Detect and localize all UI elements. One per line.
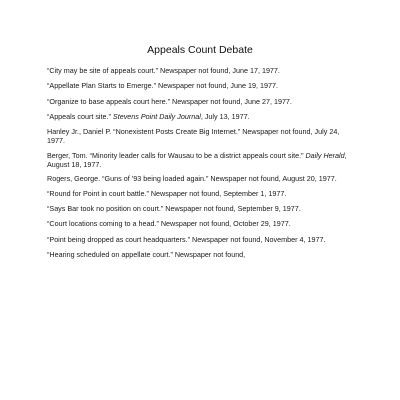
citation-entry <box>47 235 359 244</box>
citation-text: “City may be site of appeals court.” Newspaper not found, June 17, 1977. <box>47 66 280 75</box>
citation-entry <box>47 151 359 169</box>
citation-text: “Appeals court site.” <box>47 111 113 121</box>
citation-list <box>47 66 359 265</box>
citation-entry <box>47 81 359 90</box>
citation-entry <box>47 97 359 106</box>
citation-date: , August 18, 1977. <box>47 150 347 169</box>
citation-text: Berger, Tom. “Minority leader calls for Wausau to be a district appeals court site.” <box>47 150 306 160</box>
citation-text: “Court locations coming to a head.” Newspaper not found, October 29, 1977. <box>47 219 291 229</box>
citation-entry <box>47 204 359 213</box>
document-title: Appeals Count Debate <box>147 44 253 56</box>
citation-text: “Appellate Plan Starts to Emerge.” Newspaper not found, June 19, 1977. <box>47 81 278 91</box>
citation-entry <box>47 127 359 145</box>
citation-publication: Daily Herald <box>305 150 345 160</box>
citation-text: Rogers, George. “Guns of ’93 being loaded again.” Newspaper not found, August 20, 1977. <box>47 174 337 184</box>
citation-entry <box>47 174 359 183</box>
citation-publication: Stevens Point Daily Journal <box>112 111 201 121</box>
citation-text: “Organize to base appeals court here.” Newspaper not found, June 27, 1977. <box>47 96 292 106</box>
citation-entry <box>47 250 359 259</box>
citation-entry <box>47 112 359 121</box>
citation-date: , July 13, 1977. <box>200 111 250 121</box>
citation-text: Hanley Jr., Daniel P. “Nonexistent Posts Create Big Internet.” Newspaper not found, July 24, 1977. <box>47 127 340 146</box>
citation-entry <box>47 219 359 228</box>
citation-text: “Says Bar took no position on court.” Newspaper not found, September 9, 1977. <box>47 203 301 213</box>
citation-text: “Hearing scheduled on appellate court.” Newspaper not found, <box>47 249 246 259</box>
citation-text: “Point being dropped as court headquarters.” Newspaper not found, November 4, 1977. <box>47 234 326 244</box>
citation-text: “Round for Point in court battle.” Newspaper not found, September 1, 1977. <box>47 188 287 198</box>
citation-entry <box>47 189 359 198</box>
citation-entry <box>47 66 359 75</box>
